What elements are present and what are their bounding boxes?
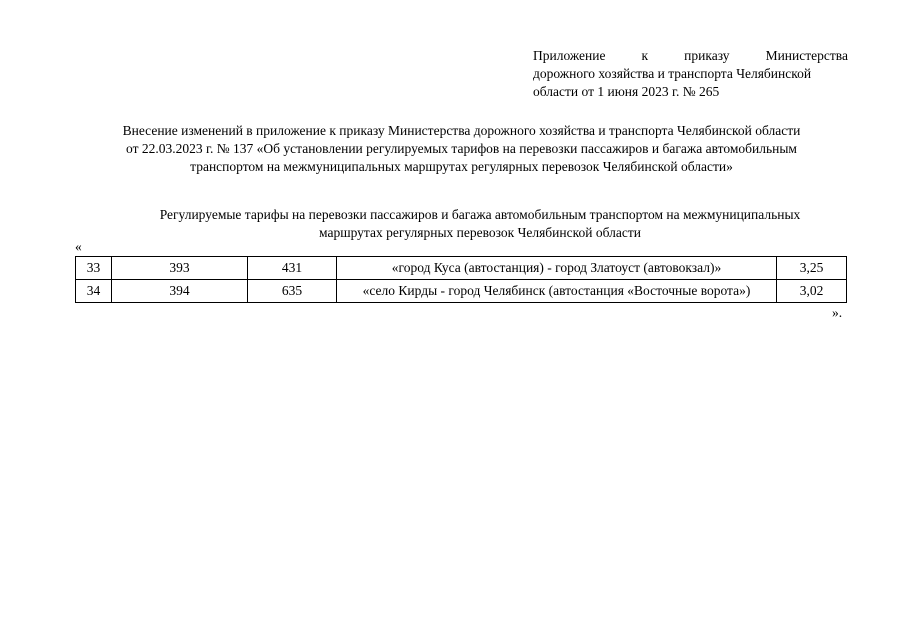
cell-num: 33 xyxy=(76,257,112,280)
cell-route-num: 431 xyxy=(248,257,337,280)
appendix-line-3: области от 1 июня 2023 г. № 265 xyxy=(533,84,720,99)
cell-route-name: «село Кирды - город Челябинск (автостанция «Восточные ворота») xyxy=(337,280,777,303)
cell-num: 34 xyxy=(76,280,112,303)
table-row xyxy=(76,257,847,280)
appendix-word: Приложение xyxy=(533,48,606,63)
table-row xyxy=(76,280,847,303)
table-heading-line-1: Регулируемые тарифы на перевозки пассажиров и багажа автомобильным транспортом на межмуниципальных xyxy=(159,207,801,222)
cell-tariff: 3,02 xyxy=(777,280,847,303)
cell-route-num: 635 xyxy=(248,280,337,303)
title-line-1: Внесение изменений в приложение к приказу Министерства дорожного хозяйства и транспорта Челябинской области xyxy=(122,123,801,138)
appendix-word: к xyxy=(641,48,649,63)
appendix-header xyxy=(533,47,848,101)
cell-reg-num: 393 xyxy=(112,257,248,280)
tariff-table xyxy=(75,256,847,303)
appendix-line-1 xyxy=(533,47,848,65)
cell-route-name: «город Куса (автостанция) - город Златоуст (автовокзал)» xyxy=(337,257,777,280)
title-line-2: от 22.03.2023 г. № 137 «Об установлении регулируемых тарифов на перевозки пассажиров и багажа автомобильным xyxy=(126,141,797,156)
appendix-line-2: дорожного хозяйства и транспорта Челябинской xyxy=(533,66,812,81)
cell-tariff: 3,25 xyxy=(777,257,847,280)
appendix-word: приказу xyxy=(684,48,730,63)
table-heading xyxy=(110,206,850,242)
opening-quote: « xyxy=(75,239,82,254)
document-title xyxy=(75,122,848,176)
appendix-word: Министерства xyxy=(765,48,848,63)
closing-quote: ». xyxy=(832,305,843,320)
table-heading-line-2: маршрутах регулярных перевозок Челябинской области xyxy=(319,225,641,240)
title-line-3: транспортом на межмуниципальных маршрутах регулярных перевозок Челябинской области» xyxy=(190,159,733,174)
cell-reg-num: 394 xyxy=(112,280,248,303)
